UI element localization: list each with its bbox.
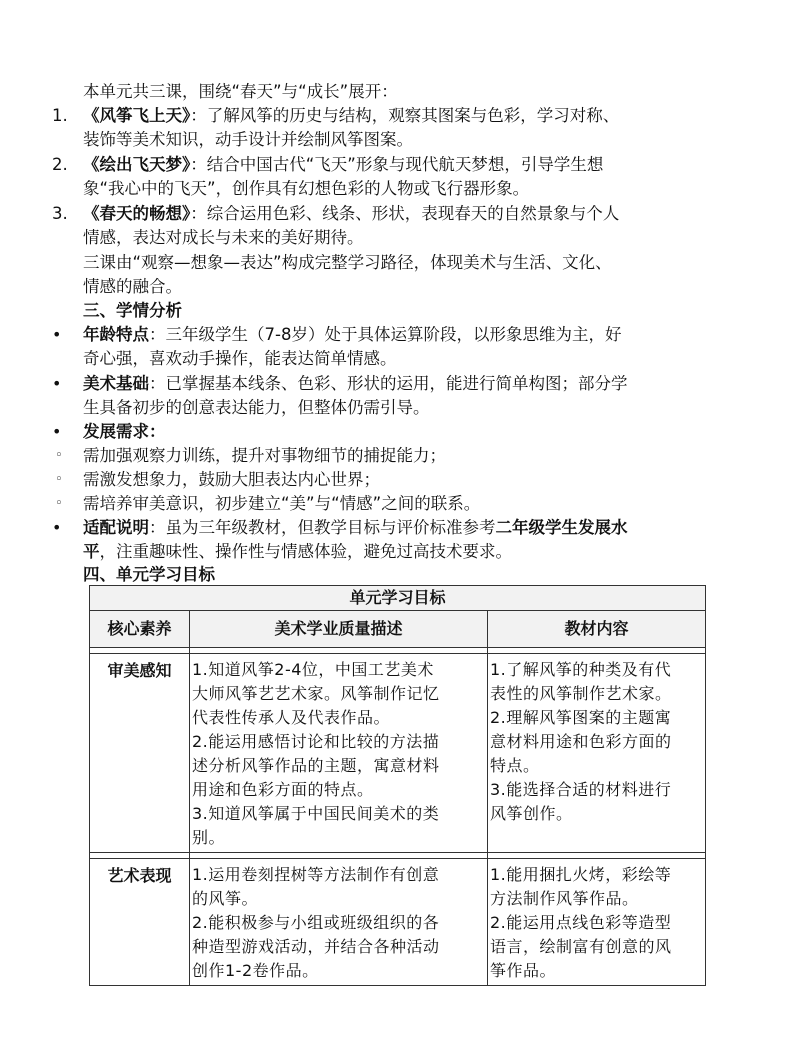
cell-line: 种造型游戏活动，并结合各种活动 xyxy=(192,937,440,956)
bullet-text-cont: 奇心强，喜欢动手操作，能表达简单情感。 xyxy=(83,349,397,368)
cell-line: 语言，绘制富有创意的风 xyxy=(490,937,672,956)
cell-line: 代表性传承人及代表作品。 xyxy=(192,708,391,727)
cell-line: 创作1-2卷作品。 xyxy=(192,961,319,980)
content-cell xyxy=(488,859,706,986)
cell-line: 述分析风筝作品的主题，寓意材料 xyxy=(192,756,440,775)
lesson-title: 《风筝飞上天》 xyxy=(83,106,191,125)
bullet-colon: ： xyxy=(149,422,166,441)
cell-line: 特点。 xyxy=(490,756,540,775)
bullet-label: 发展需求 xyxy=(83,422,149,441)
bullet-icon: • xyxy=(52,374,62,393)
intro-line: 本单元共三课，围绕“春天”与“成长”展开： xyxy=(83,82,398,101)
table-header-row xyxy=(90,611,706,648)
cell-line: 大师风筝艺艺术家。风筝制作记忆 xyxy=(192,684,440,703)
section-heading: 三、学情分析 xyxy=(83,301,182,320)
summary-line: 情感的融合。 xyxy=(83,277,182,296)
cell-line: 1.了解风筝的种类及有代 xyxy=(490,660,672,679)
bullet-text-cont xyxy=(83,540,512,564)
bullet-text: ：已掌握基本线条、色彩、形状的运用，能进行简单构图；部分学 xyxy=(149,374,628,393)
circle-bullet-icon: ◦ xyxy=(55,472,63,487)
lesson-title: 《绘出飞天梦》 xyxy=(83,155,191,174)
lesson-item xyxy=(83,153,603,177)
cell-line: 意材料用途和色彩方面的 xyxy=(490,732,672,751)
bullet-label: 适配说明 xyxy=(83,518,149,537)
cell-line: 3.知道风筝属于中国民间美术的类 xyxy=(192,804,440,823)
cell-line: 1.运用卷刻捏树等方法制作有创意 xyxy=(192,865,440,884)
lesson-item xyxy=(83,104,619,128)
lesson-number: 1. xyxy=(52,106,68,125)
column-header: 美术学业质量描述 xyxy=(190,611,488,648)
quality-cell xyxy=(190,859,488,986)
lesson-desc: ：综合运用色彩、线条、形状，表现春天的自然景象与个人 xyxy=(190,204,620,223)
bullet-item xyxy=(83,372,628,396)
bullet-text: ，注重趣味性、操作性与情感体验，避免过高技术要求。 xyxy=(99,542,512,561)
row-header: 艺术表现 xyxy=(90,859,190,986)
lesson-item xyxy=(83,202,619,226)
bullet-label: 年龄特点 xyxy=(83,325,149,344)
needs-item: 需培养审美意识，初步建立“美”与“情感”之间的联系。 xyxy=(83,494,481,513)
cell-line: 3.能选择合适的材料进行 xyxy=(490,780,672,799)
table-caption: 单元学习目标 xyxy=(90,586,706,611)
lesson-title: 《春天的畅想》 xyxy=(83,204,191,223)
bullet-text: ：三年级学生（7-8岁）处于具体运算阶段，以形象思维为主，好 xyxy=(149,325,622,344)
bullet-text: ：虽为三年级教材，但教学目标与评价标准参考 xyxy=(149,518,496,537)
column-header: 核心素养 xyxy=(90,611,190,648)
cell-line: 1.知道风筝2-4位，中国工艺美术 xyxy=(192,660,434,679)
column-header: 教材内容 xyxy=(488,611,706,648)
bullet-label: 美术基础 xyxy=(83,374,149,393)
bullet-item xyxy=(83,323,621,347)
lesson-desc: ：了解风筝的历史与结构，观察其图案与色彩，学习对称、 xyxy=(190,106,620,125)
bullet-text-cont: 生具备初步的创意表达能力，但整体仍需引导。 xyxy=(83,398,430,417)
content-cell xyxy=(488,654,706,853)
lesson-desc-cont: 情感，表达对成长与未来的美好期待。 xyxy=(83,228,364,247)
circle-bullet-icon: ◦ xyxy=(55,448,63,463)
lesson-desc-cont: 装饰等美术知识，动手设计并绘制风筝图案。 xyxy=(83,130,413,149)
circle-bullet-icon: ◦ xyxy=(55,496,63,511)
lesson-desc-cont: 象“我心中的飞天”，创作具有幻想色彩的人物或飞行器形象。 xyxy=(83,179,530,198)
section-heading: 四、单元学习目标 xyxy=(83,565,215,584)
needs-item: 需激发想象力，鼓励大胆表达内心世界； xyxy=(83,470,380,489)
cell-line: 筝作品。 xyxy=(490,961,557,980)
cell-line: 风筝创作。 xyxy=(490,804,573,823)
bullet-item xyxy=(83,516,628,540)
cell-line: 表性的风筝制作艺术家。 xyxy=(490,684,672,703)
goals-table xyxy=(89,585,706,986)
cell-line: 的风筝。 xyxy=(192,889,259,908)
cell-line: 2.理解风筝图案的主题寓 xyxy=(490,708,672,727)
needs-heading xyxy=(83,420,166,444)
cell-line: 2.能积极参与小组或班级组织的各 xyxy=(192,913,440,932)
table-row xyxy=(90,654,706,853)
bullet-icon: • xyxy=(52,518,62,537)
needs-item: 需加强观察力训练，提升对事物细节的捕捉能力； xyxy=(83,446,446,465)
lesson-desc: ：结合中国古代“飞天”形象与现代航天梦想，引导学生想 xyxy=(190,155,604,174)
cell-line: 方法制作风筝作品。 xyxy=(490,889,639,908)
bullet-emphasis: 平 xyxy=(83,542,100,561)
bullet-emphasis: 二年级学生发展水 xyxy=(495,518,628,537)
cell-line: 2.能运用感悟讨论和比较的方法描 xyxy=(192,732,440,751)
bullet-icon: • xyxy=(52,325,62,344)
bullet-icon: • xyxy=(52,422,62,441)
cell-line: 1.能用捆扎火烤，彩绘等 xyxy=(490,865,672,884)
quality-cell xyxy=(190,654,488,853)
summary-line: 三课由“观察—想象—表达”构成完整学习路径，体现美术与生活、文化、 xyxy=(83,253,612,272)
cell-line: 别。 xyxy=(192,828,226,847)
lesson-number: 2. xyxy=(52,155,68,174)
table-caption-row xyxy=(90,586,706,611)
cell-line: 2.能运用点线色彩等造型 xyxy=(490,913,672,932)
table-row xyxy=(90,859,706,986)
lesson-number: 3. xyxy=(52,204,68,223)
cell-line: 用途和色彩方面的特点。 xyxy=(192,780,374,799)
row-header: 审美感知 xyxy=(90,654,190,853)
